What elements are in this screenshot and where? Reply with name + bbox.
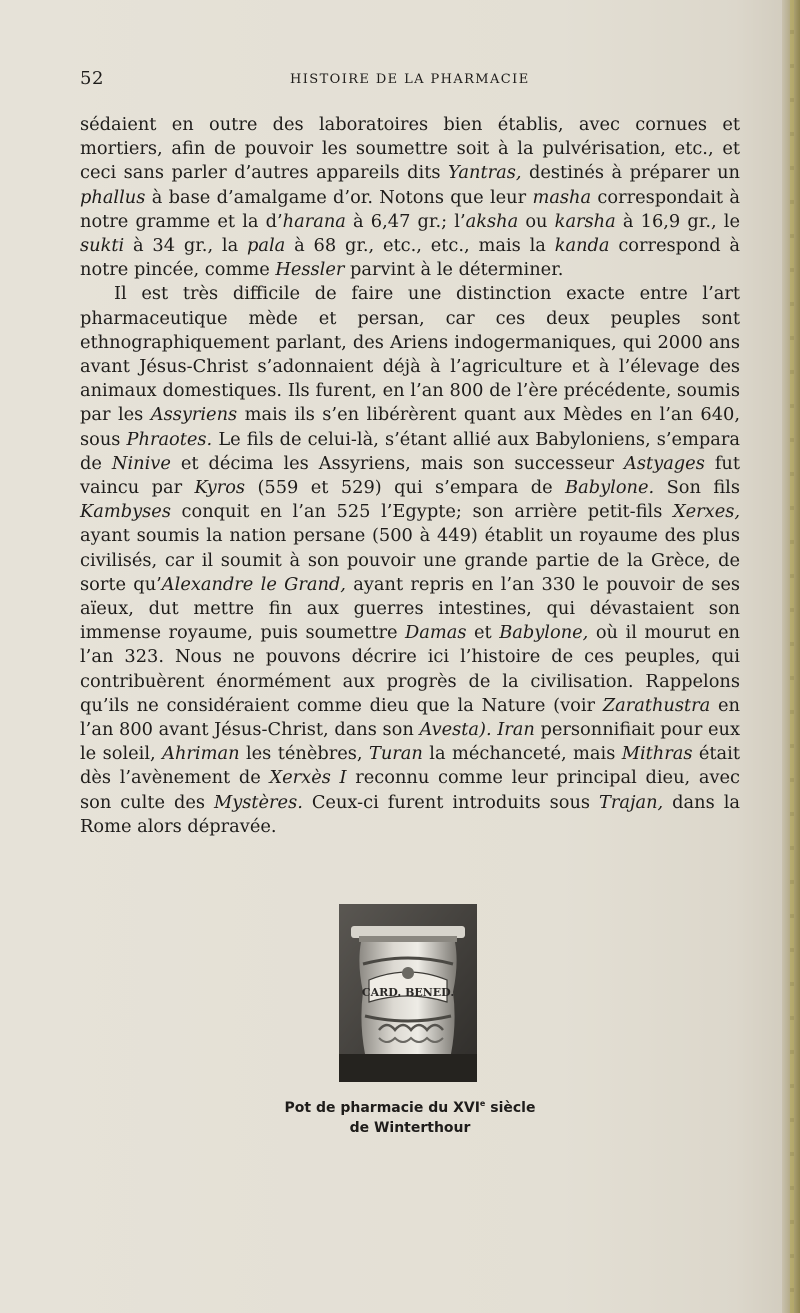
text-run: ayant repris en l’an 330 le pouvoir de ses aïeux, dut mettre fin aux guerres intestines, qui dévastaient son immense royaume, puis soumettre	[80, 573, 741, 644]
italic-term: Trajan,	[599, 791, 664, 813]
text-run: Le fils de celui-là, s’étant allié aux Babyloniens, s’empara de	[80, 428, 740, 474]
italic-term: Zarathustra	[602, 694, 711, 716]
italic-term: Ahriman	[162, 743, 240, 765]
pharmacy-jar-illustration	[339, 904, 477, 1082]
text-run: correspondait à notre gramme et la d’	[80, 186, 740, 232]
text-run: dans la Rome alors dépravée.	[80, 791, 740, 837]
italic-term: Alexandre le Grand,	[161, 573, 346, 595]
text-run: et	[466, 622, 500, 644]
text-run: reconnu comme leur principal dieu, avec son culte des	[80, 767, 740, 813]
text-run: (559 et 529) qui s’empara de	[245, 477, 566, 499]
figure-caption	[240, 1094, 580, 1138]
paragraph	[80, 113, 740, 282]
running-title: HISTOIRE DE LA PHARMACIE	[290, 72, 530, 87]
italic-term: aksha	[465, 210, 519, 232]
italic-term: Mystères.	[214, 791, 303, 813]
italic-term: masha	[532, 186, 592, 208]
page-edge-tab	[790, 0, 794, 1313]
italic-term: Mithras	[621, 743, 693, 765]
text-run: ayant soumis la nation persane (500 à 449) établit un royaume des plus civilisés, car il soumit à son pouvoir une grande partie de la Grèce, de sorte qu’	[80, 525, 740, 595]
italic-term: Avesta).	[419, 719, 492, 741]
text-run: et décima les Assyriens, mais son successeur	[170, 452, 625, 474]
text-run: conquit en l’an 525 l’Egypte; son arrière petit-fils	[170, 501, 673, 523]
italic-term: Babylone,	[499, 622, 589, 644]
text-run: mais ils s’en libérèrent quant aux Mèdes en l’an 640, sous	[80, 404, 740, 450]
text-run: à 6,47 gr.; l’	[345, 210, 466, 232]
text-run: ou	[518, 210, 555, 232]
italic-term: Kyros	[194, 477, 246, 499]
pharmacy-jar-photo	[339, 904, 477, 1082]
italic-term: pala	[247, 235, 286, 257]
page-number: 52	[80, 68, 104, 89]
italic-term: Yantras,	[448, 162, 522, 184]
text-run: en l’an 800 avant Jésus-Christ, dans son	[80, 694, 740, 741]
text-run: les ténèbres,	[239, 743, 369, 765]
text-run: destinés à préparer un	[521, 162, 740, 184]
text-run: où il mourut en l’an 323. Nous ne pouvons décrire ici l’histoire de ces peuples, qui contribuèrent énormément aux progrès de la civilisation. Rappelons qu’ils ne considéraient comme dieu que la Nature (voir	[80, 622, 740, 716]
text-run: parvint à le déterminer.	[344, 259, 564, 281]
text-run: était dès l’avènement de	[80, 743, 740, 789]
text-run: correspond à notre pincée, comme	[80, 235, 740, 281]
italic-term: Ninive	[111, 452, 171, 474]
italic-term: Xerxès I	[269, 767, 347, 789]
italic-term: Phraotes.	[126, 428, 213, 450]
text-run: personnifiait pour eux le soleil,	[80, 719, 740, 765]
italic-term: Babylone.	[565, 477, 655, 499]
italic-term: Turan	[368, 743, 423, 765]
text-run: fut vaincu par	[80, 452, 740, 499]
caption-line-2: de Winterthour	[349, 1120, 471, 1136]
text-run: à 68 gr., etc., etc., mais la	[285, 235, 555, 257]
italic-term: Iran	[497, 719, 535, 741]
italic-term: Astyages	[624, 452, 705, 474]
italic-term: kanda	[554, 235, 610, 257]
text-run: Son fils	[654, 477, 740, 499]
text-run: la méchanceté, mais	[422, 743, 622, 765]
italic-term: Damas	[405, 622, 467, 644]
italic-term: karsha	[554, 210, 616, 232]
italic-term: Assyriens	[150, 404, 238, 426]
body-text	[80, 113, 740, 839]
text-run: Il est très difficile de faire une distinction exacte entre l’art pharmaceutique mède et persan, car ces deux peuples sont ethnographiquement parlant, des Ariens indogermaniques, qui 2000 ans avant Jésus-Christ s’adonnaient déjà à l’agriculture et à l’élevage des animaux domestiques. Ils furent, en l’an 800 de l’ère précédente, soumis par les	[80, 283, 740, 426]
italic-term: Hessler	[275, 259, 345, 281]
text-run: sédaient en outre des laboratoires bien établis, avec cornues et mortiers, afin de pouvoir les soumettre soit à la pulvérisation, etc., et ceci sans parler d’autres appareils dits	[80, 114, 740, 184]
jar-inscription: CARD. BENED.	[361, 986, 455, 999]
paragraph	[80, 282, 740, 839]
italic-term: Kambyses	[80, 501, 171, 523]
caption-line-1: Pot de pharmacie du XVIe siècle	[284, 1099, 536, 1116]
text-run: à 34 gr., la	[124, 235, 248, 257]
running-head	[80, 64, 740, 94]
text-run: à base d’amalgame d’or. Notons que leur	[145, 186, 533, 208]
italic-term: harana	[282, 210, 346, 232]
text-run: Ceux-ci furent introduits sous	[302, 791, 600, 813]
italic-term: Xerxes,	[672, 501, 740, 523]
italic-term: phallus	[80, 186, 146, 208]
italic-term: sukti	[80, 235, 125, 257]
text-run: à 16,9 gr., le	[615, 210, 740, 232]
